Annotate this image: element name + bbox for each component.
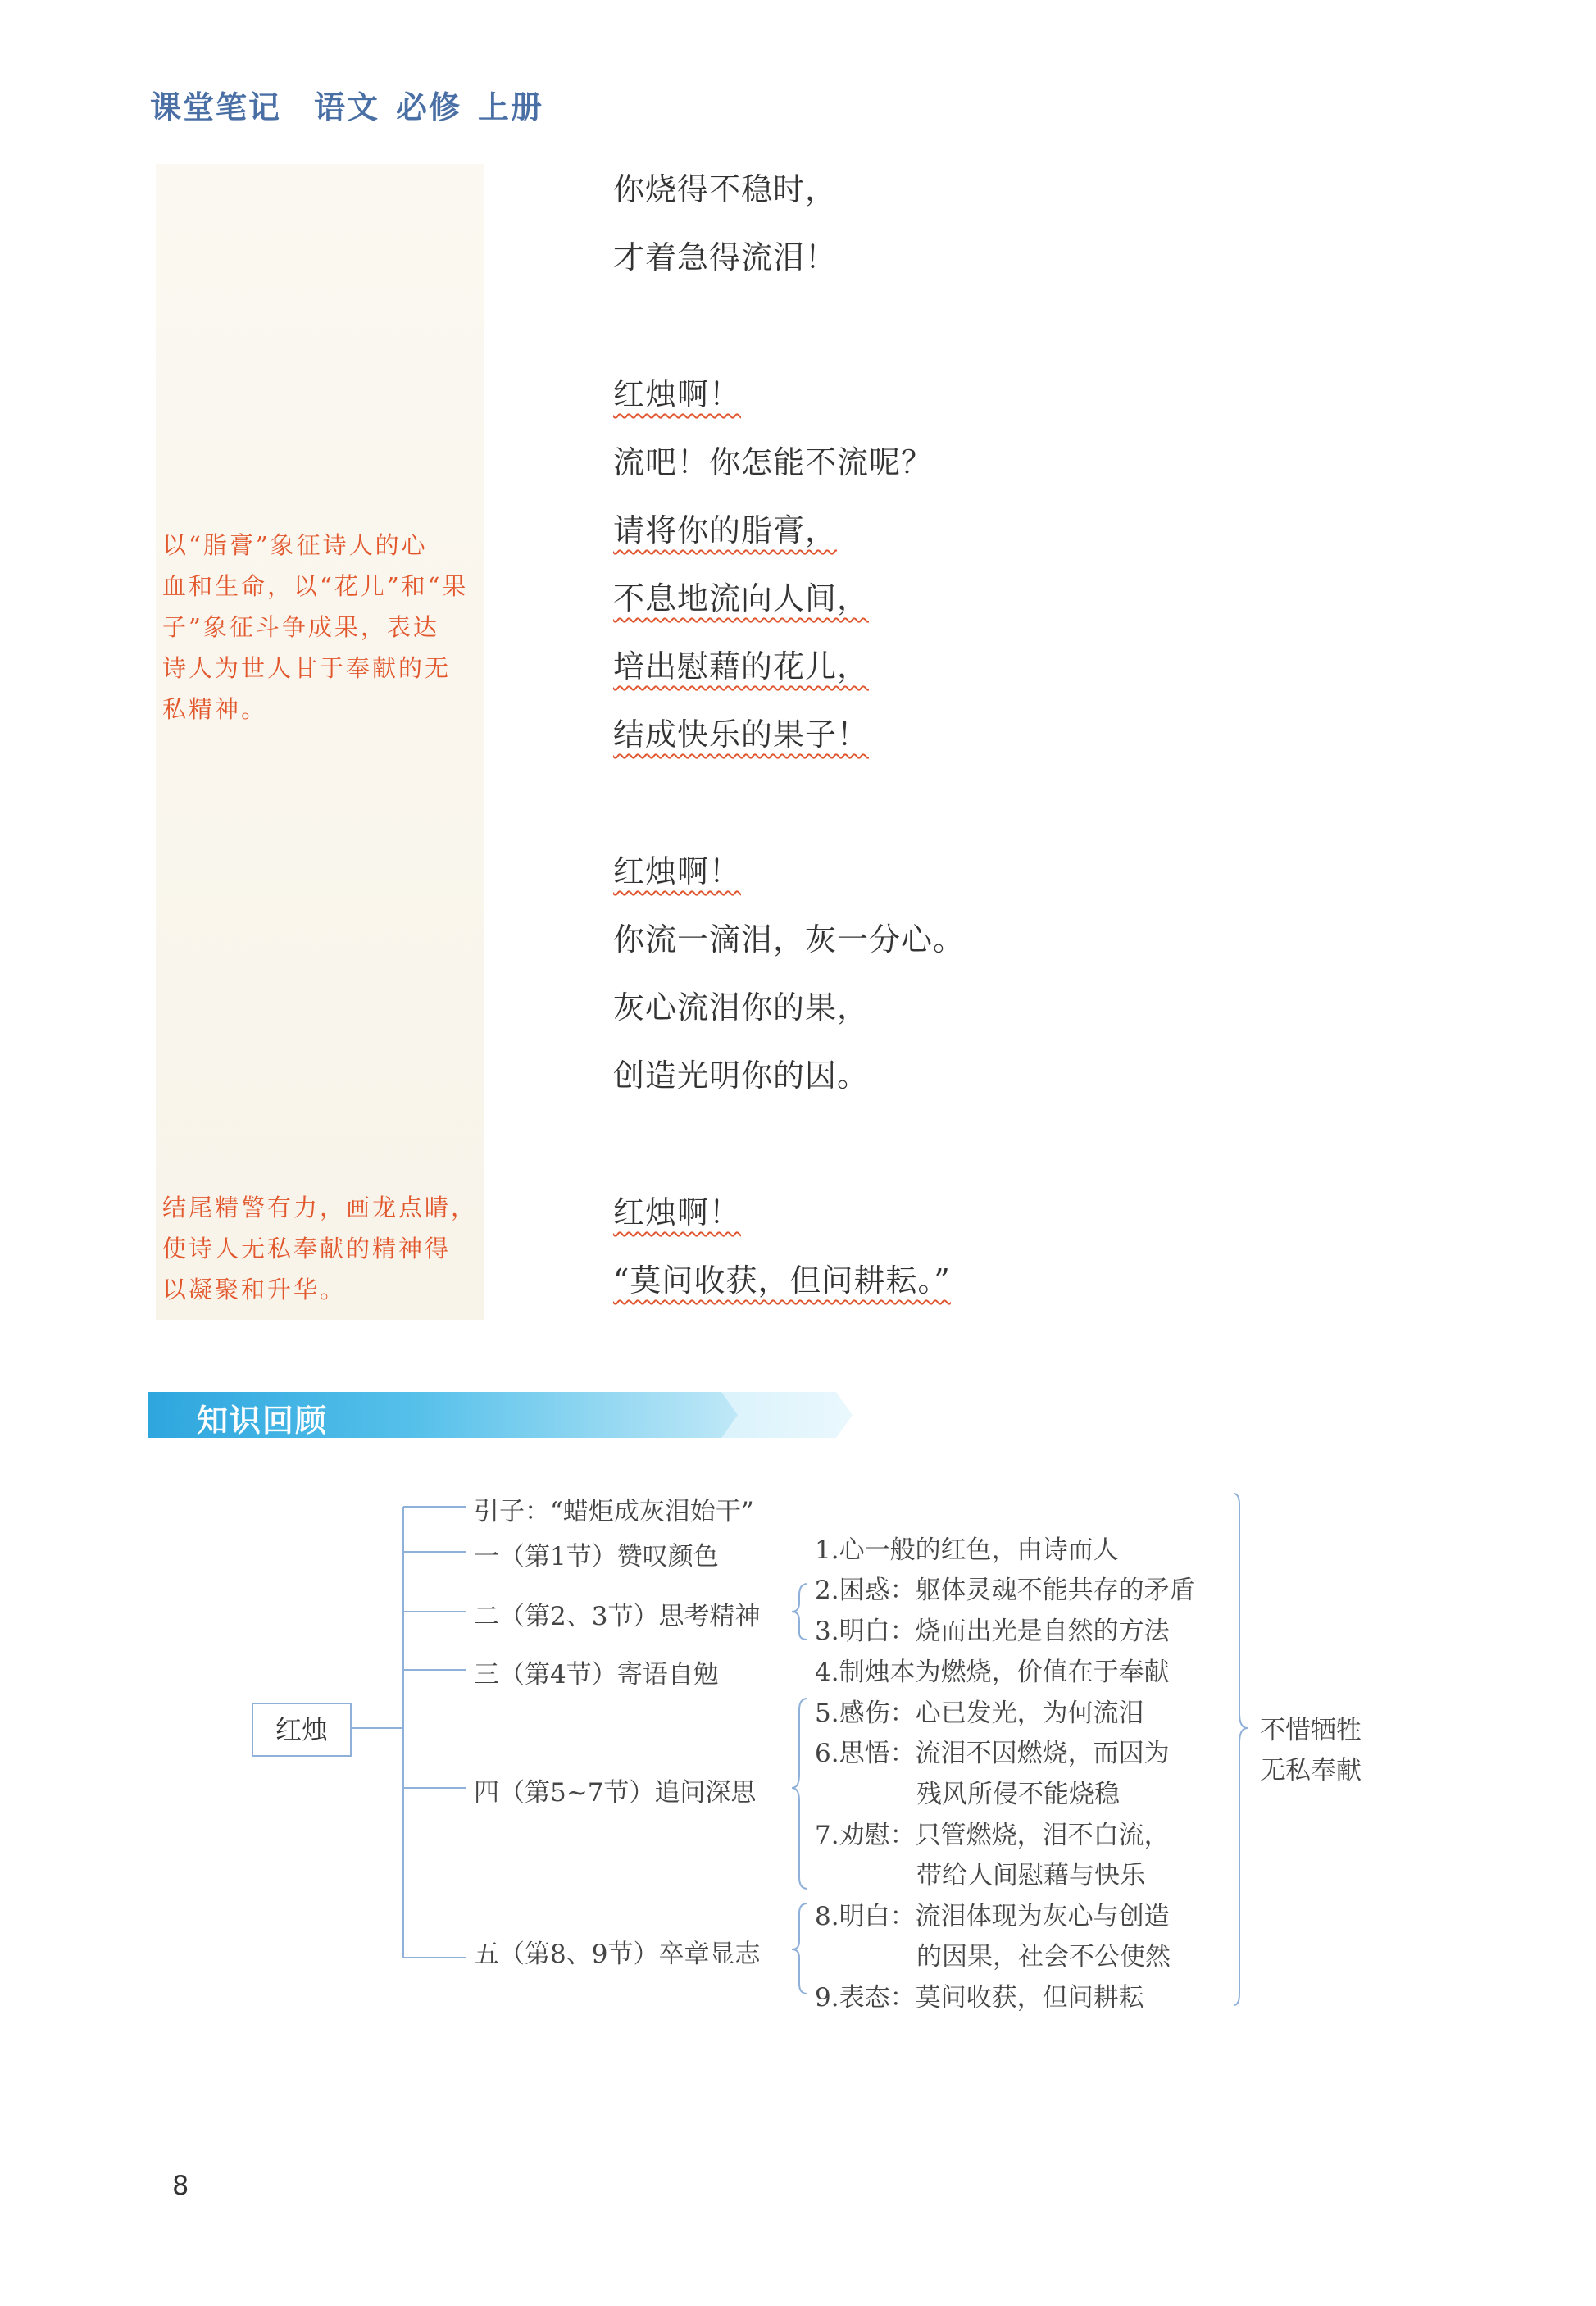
page-number: 8 bbox=[172, 2170, 189, 2201]
note-line: 血和生命，以“花儿”和“果 bbox=[162, 572, 469, 600]
mindmap-detail: 3.明白：烧而出光是自然的方法 bbox=[815, 1617, 1170, 1646]
mindmap-branch: 五（第8、9节）卒章显志 bbox=[474, 1940, 761, 1969]
mindmap-branch: 一（第1节）赞叹颜色 bbox=[474, 1542, 719, 1571]
header-part: 上册 bbox=[478, 89, 544, 125]
poem-line: “莫问收获，但问耕耘。” bbox=[613, 1262, 951, 1299]
mindmap-detail: 5.感伤：心已发光，为何流泪 bbox=[815, 1699, 1144, 1728]
mindmap-branch: 二（第2、3节）思考精神 bbox=[474, 1602, 761, 1631]
header-book: 课堂笔记 bbox=[150, 89, 282, 125]
poem-line: 灰心流泪你的果， bbox=[613, 989, 870, 1026]
mindmap-detail: 残风所侵不能烧稳 bbox=[916, 1780, 1120, 1809]
mindmap-detail: 6.思悟：流泪不因燃烧，而因为 bbox=[815, 1739, 1170, 1768]
mindmap-detail: 带给人间慰藉与快乐 bbox=[916, 1861, 1145, 1890]
mindmap-branch: 三（第4节）寄语自勉 bbox=[474, 1660, 719, 1690]
poem-line: 结成快乐的果子！ bbox=[613, 716, 870, 753]
poem-line: 创造光明你的因。 bbox=[613, 1057, 870, 1094]
mindmap-detail: 9.表态：莫问收获，但问耕耘 bbox=[815, 1983, 1144, 2013]
poem-line: 你烧得不稳时， bbox=[613, 171, 838, 207]
note-line: 私精神。 bbox=[162, 695, 268, 723]
section-title: 知识回顾 bbox=[197, 1403, 329, 1439]
note-line: 以“脂膏”象征诗人的心 bbox=[162, 531, 428, 559]
poem-line: 流吧！你怎能不流呢？ bbox=[613, 444, 934, 480]
poem-line: 不息地流向人间， bbox=[613, 580, 870, 616]
mindmap-detail: 7.劝慰：只管燃烧，泪不白流， bbox=[815, 1821, 1170, 1850]
mindmap-branch: 引子：“蜡炬成灰泪始干” bbox=[474, 1497, 754, 1526]
poem-line: 红烛啊！ bbox=[613, 376, 742, 412]
note-line: 诗人为世人甘于奉献的无 bbox=[162, 654, 452, 682]
poem-line: 红烛啊！ bbox=[613, 853, 742, 889]
note-line: 结尾精警有力，画龙点睛， bbox=[162, 1194, 478, 1221]
poem-line: 才着急得流泪！ bbox=[613, 239, 838, 275]
poem-line: 红烛啊！ bbox=[613, 1194, 742, 1230]
note-line: 以凝聚和升华。 bbox=[162, 1276, 347, 1303]
header-volume: 必修 bbox=[396, 89, 462, 125]
header-subject: 语文 bbox=[314, 89, 380, 125]
poem-line: 培出慰藉的花儿， bbox=[613, 648, 870, 685]
mindmap-detail: 4.制烛本为燃烧，价值在于奉献 bbox=[815, 1658, 1170, 1687]
note-line: 子”象征斗争成果，表达 bbox=[162, 613, 439, 641]
mindmap-summary: 不惜牺牲 bbox=[1260, 1716, 1362, 1745]
mindmap-summary: 无私奉献 bbox=[1260, 1756, 1362, 1785]
mindmap-detail: 的因果，社会不公使然 bbox=[916, 1942, 1171, 1972]
mindmap-detail: 1.心一般的红色，由诗而人 bbox=[815, 1535, 1119, 1565]
note-line: 使诗人无私奉献的精神得 bbox=[162, 1235, 452, 1262]
poem-line: 请将你的脂膏， bbox=[613, 512, 838, 548]
mindmap-detail: 8.明白：流泪体现为灰心与创造 bbox=[815, 1902, 1170, 1931]
mindmap-branch: 四（第5~7节）追问深思 bbox=[474, 1778, 757, 1808]
mindmap-root: 红烛 bbox=[252, 1703, 352, 1757]
poem-line: 你流一滴泪，灰一分心。 bbox=[613, 921, 966, 957]
mindmap-detail: 2.困惑：躯体灵魂不能共存的矛盾 bbox=[815, 1576, 1195, 1605]
